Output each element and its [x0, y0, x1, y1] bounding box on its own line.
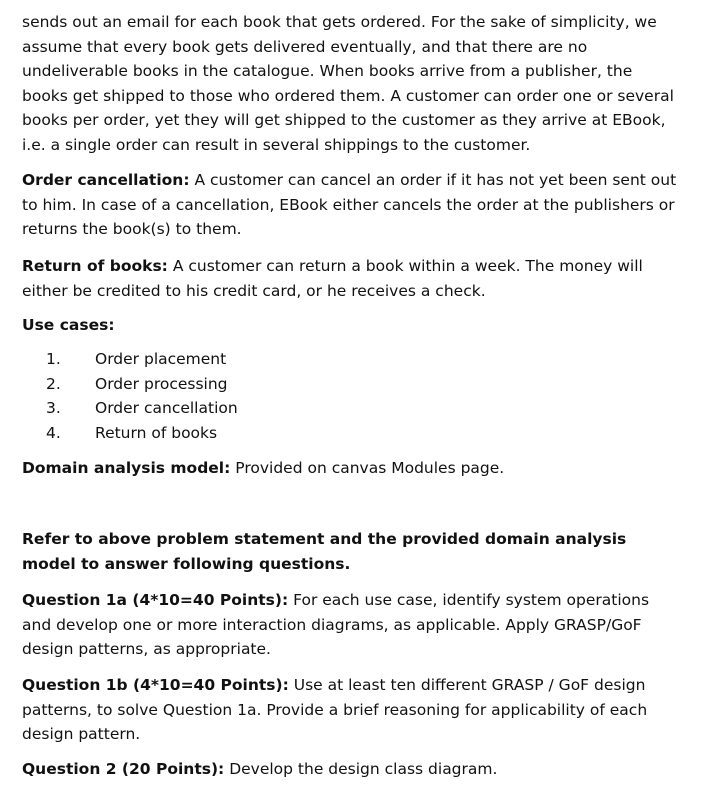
- question-2-text: Develop the design class diagram.: [224, 760, 498, 778]
- list-item: [22, 372, 682, 397]
- intro-text: sends out an email for each book that gets ordered. For the sake of simplicity, we assume that every book gets delivered eventually, and that there are no undeliverable books in the catalogue. When books arrive from a publisher, the books get shipped to those who ordered them. A customer can order one or several books per order, yet they will get shipped to the customer as they arrive at EBook, i.e. a single order can result in several shippings to the customer.: [22, 13, 674, 154]
- list-item: [22, 347, 682, 372]
- intro-paragraph: [22, 10, 682, 157]
- question-1a-paragraph: [22, 588, 682, 662]
- question-1a-text: For each use case, identify system operations and develop one or more interaction diagrams, as applicable. Apply GRASP/GoF design patterns, as appropriate.: [22, 591, 650, 658]
- order-cancellation-paragraph: [22, 168, 682, 242]
- question-2-label: Question 2 (20 Points):: [22, 760, 225, 778]
- order-cancellation-text: A customer can cancel an order if it has not yet been sent out to him. In case of a cancellation, EBook either cancels the order at the publishers or returns the book(s) to them.: [22, 171, 677, 238]
- question-1b-label: Question 1b (4*10=40 Points):: [22, 676, 289, 694]
- question-1b-paragraph: [22, 673, 682, 747]
- return-of-books-label: Return of books:: [22, 257, 168, 275]
- list-item-label: Return of books: [95, 423, 218, 442]
- return-of-books-paragraph: [22, 254, 682, 303]
- list-item-number: 2.: [46, 374, 61, 393]
- question-1b-text: Use at least ten different GRASP / GoF design patterns, to solve Question 1a. Provide a brief reasoning for applicability of each design pattern.: [22, 676, 648, 743]
- use-cases-list: [22, 347, 682, 445]
- question-1a-label: Question 1a (4*10=40 Points):: [22, 591, 289, 609]
- use-cases-heading: Use cases:: [22, 316, 115, 334]
- order-cancellation-label: Order cancellation:: [22, 171, 190, 189]
- list-item: [22, 396, 682, 421]
- return-of-books-text: A customer can return a book within a week. The money will either be credited to his credit card, or he receives a check.: [22, 257, 643, 300]
- domain-model-paragraph: [22, 456, 682, 481]
- list-item-label: Order placement: [95, 350, 227, 368]
- instructions-paragraph: Refer to above problem statement and the provided domain analysis model to answer following questions.: [22, 530, 627, 573]
- question-2-paragraph: [22, 757, 682, 782]
- list-item: [22, 421, 682, 446]
- list-item-label: Order processing: [95, 374, 228, 393]
- list-item-number: 3.: [46, 399, 61, 417]
- list-item-number: 4.: [46, 423, 61, 442]
- list-item-number: 1.: [46, 350, 61, 368]
- domain-model-label: Domain analysis model:: [22, 459, 231, 477]
- list-item-label: Order cancellation: [95, 399, 238, 417]
- domain-model-text: Provided on canvas Modules page.: [230, 459, 505, 477]
